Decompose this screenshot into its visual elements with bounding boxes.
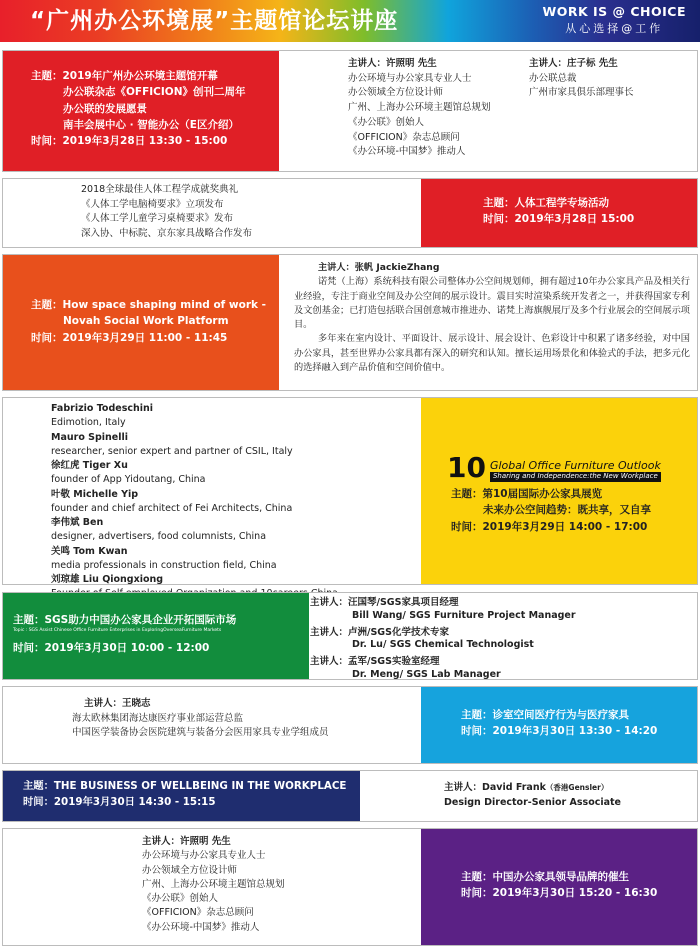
topic-line-2: 办公联杂志《OFFICION》创刊二周年 [63,86,246,99]
speaker-desc: 办公联总裁 [529,72,577,84]
speaker-desc: 《办公环境-中国梦》推动人 [142,921,260,933]
topic-line-en: Topic : SGS Assist Chinese Office Furniture Enterprises in ExploringOverseaFurniture Markets [13,628,222,634]
topic-line-3: 办公联的发展愿景 [63,102,147,115]
agenda-item: 2018全球最佳人体工程学成就奖典礼 [81,184,239,195]
panelist-name: 叶敬 Michelle Yip [51,488,139,500]
speaker-name: 主讲人：张帆 JackieZhang [318,262,440,273]
topic-line-1: 主题：SGS助力中国办公家具企业开拓国际市场 [13,614,237,626]
session-opening [2,50,698,172]
speaker-bio: 多年来在室内设计、平面设计、展示设计、展会设计、色彩设计中积累了诸多经验，对中国办公家具，甚至世界办公家具都有深入的研究和认知。擅长运用场景化和体验式的手法，把多元化的选择融入到产品价值和空间价值中。 [294,333,690,373]
session-sgs-topic-block [3,593,309,679]
speaker-name: 主讲人：庄子标 先生 [529,58,618,69]
speaker-desc: 《办公环境-中国梦》推动人 [348,146,466,158]
speaker-name-en: Bill Wang/ SGS Furniture Project Manager [352,609,576,621]
speaker-name-en: Dr. Lu/ SGS Chemical Technologist [352,639,534,651]
speaker-frank [444,781,621,810]
speaker-desc: 《办公联》创始人 [142,893,219,904]
speaker-name: 主讲人：许照明 先生 [348,58,437,69]
speaker-desc: 《OFFICION》杂志总顾问 [348,131,460,143]
session-medical [2,686,698,764]
speaker-name-cn: 主讲人：孟军/SGS实验室经理 [310,656,440,668]
session-wellbeing [2,770,698,822]
logo-subtitle: Sharing and Independence:the New Workplace [490,472,661,482]
session-novah-topic-block [3,255,279,390]
panelist-name: 关鸣 Tom Kwan [51,545,128,557]
page-header [0,0,700,42]
topic-line-1: 主题：第10届国际办公家具展览 [451,488,603,500]
speaker-desc: 广州、上海办公环境主题馆总规划 [348,102,491,114]
session-time: 时间：2019年3月29日 11:00 - 11:45 [31,331,228,344]
panelist-name: 徐红虎 Tiger Xu [51,460,128,471]
speaker-name-cn: 主讲人：卢洲/SGS化学技术专家 [310,626,449,638]
panelist-name: Fabrizio Todeschini [51,403,154,414]
speaker-desc: 广州市家具俱乐部理事长 [529,87,634,99]
agenda-item: 深入协、中标院、京东家具战略合作发布 [81,228,253,240]
session-time: 时间：2019年3月30日 14:30 - 15:15 [23,795,216,808]
session-time: 时间：2019年3月28日 15:00 [483,213,635,226]
session-ergonomics-topic-block [421,179,697,247]
speaker-name-en: Dr. Meng/ SGS Lab Manager [352,669,501,681]
speaker-name: 主讲人：David Frank [444,782,546,793]
speaker-xu [348,57,491,160]
topic-line-4: 南丰会展中心 · 智能办公（E区介绍） [63,118,239,131]
session-time: 时间：2019年3月28日 13:30 - 15:00 [31,135,228,148]
speaker-desc: 中国医学装备协会医院建筑与装备分会医用家具专业学组成员 [72,727,329,739]
session-time: 时间：2019年3月30日 15:20 - 16:30 [461,887,658,900]
outlook-logo [447,451,661,484]
session-global-outlook [2,397,698,585]
panelist-name: Mauro Spinelli [51,431,129,443]
speaker-zhuang [529,57,634,101]
speaker-name: 主讲人：许照明 先生 [142,836,231,847]
panelist-name: 李伟斌 Ben [51,517,104,528]
speaker-desc: 办公领域全方位设计师 [142,864,238,876]
panelist-desc: media professionals in construction field, China [51,559,277,571]
speaker-desc: 办公环境与办公家具专业人士 [142,850,266,862]
panelist-desc: Edimotion, Italy [51,417,126,429]
session-wellbeing-topic-block [3,771,360,821]
slogan [542,3,686,37]
session-topic: 主题：人体工程学专场活动 [483,197,609,209]
panelist-name: 刘琼雄 Liu Qiongxiong [51,574,164,585]
topic-line-1: 主题：2019年广州办公环境主题馆开幕 [31,70,218,82]
slogan-zh: 从心选择@工作 [565,22,664,36]
speaker-desc: 《OFFICION》杂志总顾问 [142,907,254,919]
session-novah [2,254,698,391]
session-time: 时间：2019年3月30日 10:00 - 12:00 [13,642,210,655]
speaker-desc: 海太欧林集团海达康医疗事业部运营总监 [72,712,244,724]
topic-line-2: Novah Social Work Platform [63,315,229,328]
session-sgs [2,592,698,680]
page-title: “广州办公环境展”主题馆论坛讲座 [30,8,399,34]
sgs-speakers [310,597,576,682]
speaker-name: 主讲人：王晓志 [84,698,151,709]
session-leading-brands [2,828,698,946]
agenda-item: 《人体工学儿童学习桌椅要求》发布 [81,213,234,225]
panelist-desc: founder and chief architect of Fei Architects, China [51,502,293,514]
speaker-desc: 办公领域全方位设计师 [348,87,444,99]
panelist-desc: researcher, senior expert and partner of CSIL, Italy [51,445,293,457]
panelist-desc: designer, advertisers, food columnists, China [51,531,267,543]
speaker-org: （香港Gensler） [545,783,609,792]
speaker-name-cn: 主讲人：汪国琴/SGS家具项目经理 [310,597,459,608]
speaker-desc: 办公环境与办公家具专业人士 [348,72,472,84]
topic-line-1: 主题：How space shaping mind of work - [31,299,266,311]
panel-list [51,402,338,602]
session-topic: 主题：THE BUSINESS OF WELLBEING IN THE WORKPLACE [23,780,347,792]
session-medical-topic-block [421,687,697,763]
speaker-desc: 《办公联》创始人 [348,116,425,128]
speaker-bio: 诺梵（上海）系统科技有限公司整体办公空间规划师，拥有超过10年办公家具产品及相关行业经验，专注于商业空间及办公空间的展示设计。震目实时渲染系统开发者之一，并获得国家专利及文创基金；已打造包括联合国创意城市推进办、诺梵上海旗舰展厅及多个行业展会的空间展示项目。 [294,276,690,330]
logo-title: Global Office Furniture Outlook [489,459,661,473]
session-global-outlook-topic-block [421,398,697,584]
topic-line-2: 未来办公空间趋势：既共享，又自享 [483,504,651,517]
session-opening-topic-block [3,51,279,171]
speaker-wang [72,697,329,741]
agenda-item: 《人体工学电脑椅要求》立项发布 [81,198,224,210]
speaker-xu-2 [142,835,285,935]
ergonomics-agenda [81,183,252,242]
slogan-en: WORK IS @ CHOICE [542,4,686,19]
session-topic: 主题：诊室空间医疗行为与医疗家具 [461,709,629,721]
session-leading-brands-topic-block [421,829,697,945]
panelist-desc: founder of App Yidoutang, China [51,474,206,486]
session-time: 时间：2019年3月30日 13:30 - 14:20 [461,725,658,738]
speaker-desc: 广州、上海办公环境主题馆总规划 [142,878,285,890]
session-topic: 主题：中国办公家具领导品牌的催生 [461,871,629,883]
session-time: 时间：2019年3月29日 14:00 - 17:00 [451,520,648,533]
speaker-zhang [294,261,690,375]
logo-number: 10 [447,451,486,484]
session-ergonomics [2,178,698,248]
speaker-role: Design Director-Senior Associate [444,796,622,808]
